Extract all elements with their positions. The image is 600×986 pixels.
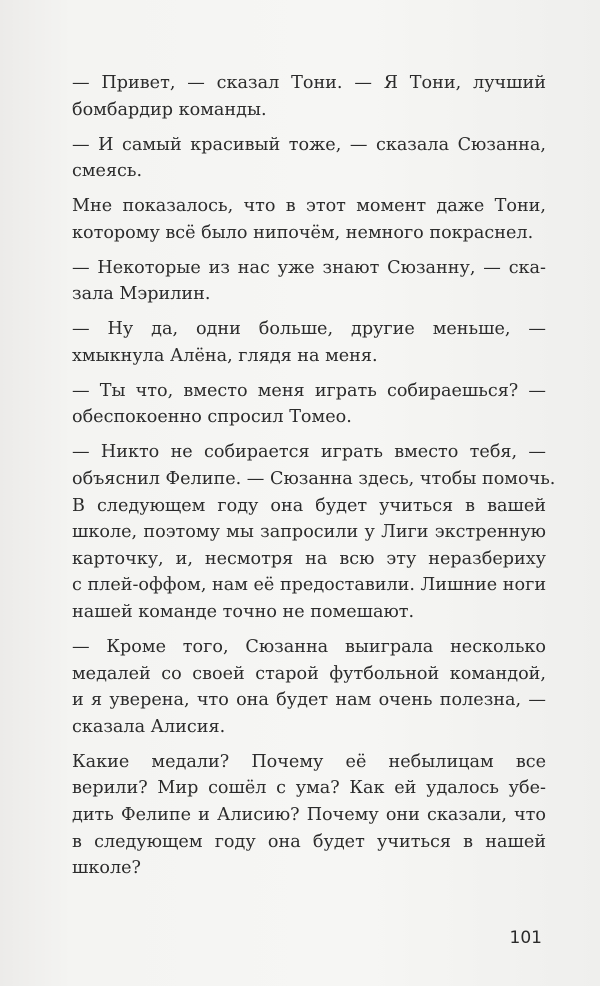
text-line: в следующем году она будет учиться в нашей: [72, 831, 546, 852]
text-line: — Ты что, вместо меня играть собираешься? —: [72, 380, 546, 401]
text-line: обеспокоенно спросил Томео.: [72, 407, 352, 428]
text-line: В следующем году она будет учиться в вашей: [72, 495, 546, 516]
text-line: — Никто не собирается играть вместо тебя, —: [72, 442, 546, 463]
text-line: объяснил Фелипе. — Сюзанна здесь, чтобы помочь.: [72, 469, 556, 490]
text-line: Какие медали? Почему её небылицам все: [72, 751, 546, 772]
paragraph: [72, 193, 546, 246]
paragraph: [72, 749, 546, 882]
paragraph: [72, 316, 546, 369]
text-line: бомбардир команды.: [72, 99, 267, 120]
page-text: [72, 70, 556, 890]
text-line: и я уверена, что она будет нам очень полезна, —: [72, 690, 546, 711]
text-line: с плей-оффом, нам её предоставили. Лишние ноги: [72, 575, 547, 596]
text-line: хмыкнула Алёна, глядя на меня.: [72, 345, 378, 366]
text-line: — Кроме того, Сюзанна выиграла несколько: [72, 637, 546, 658]
text-line: — Ну да, одни больше, другие меньше, —: [72, 319, 546, 340]
paragraph: [72, 255, 546, 308]
paragraph: [72, 132, 546, 185]
text-line: сказала Алисия.: [72, 716, 226, 737]
text-line: которому всё было нипочём, немного покраснел.: [72, 222, 534, 243]
page-number: 101: [509, 928, 542, 948]
text-line: — И самый красивый тоже, — сказала Сюзанна,: [72, 134, 546, 155]
text-line: карточку, и, несмотря на всю эту неразбериху: [72, 548, 546, 569]
paragraph: [72, 634, 546, 740]
text-line: школе?: [72, 858, 141, 879]
text-line: — Некоторые из нас уже знают Сюзанну, — ска-: [72, 257, 546, 278]
paragraph: [72, 439, 556, 625]
text-line: нашей команде точно не помешают.: [72, 602, 415, 623]
text-line: зала Мэрилин.: [72, 284, 211, 305]
paragraph: [72, 70, 546, 123]
text-line: Мне показалось, что в этот момент даже Тони,: [72, 196, 546, 217]
text-line: дить Фелипе и Алисию? Почему они сказали, что: [72, 804, 546, 825]
text-line: школе, поэтому мы запросили у Лиги экстренную: [72, 522, 546, 543]
paragraph: [72, 378, 546, 431]
text-line: — Привет, — сказал Тони. — Я Тони, лучший: [72, 73, 546, 93]
text-line: смеясь.: [72, 161, 143, 182]
text-line: медалей со своей старой футбольной командой,: [72, 663, 546, 684]
text-line: верили? Мир сошёл с ума? Как ей удалось убе-: [72, 778, 546, 799]
